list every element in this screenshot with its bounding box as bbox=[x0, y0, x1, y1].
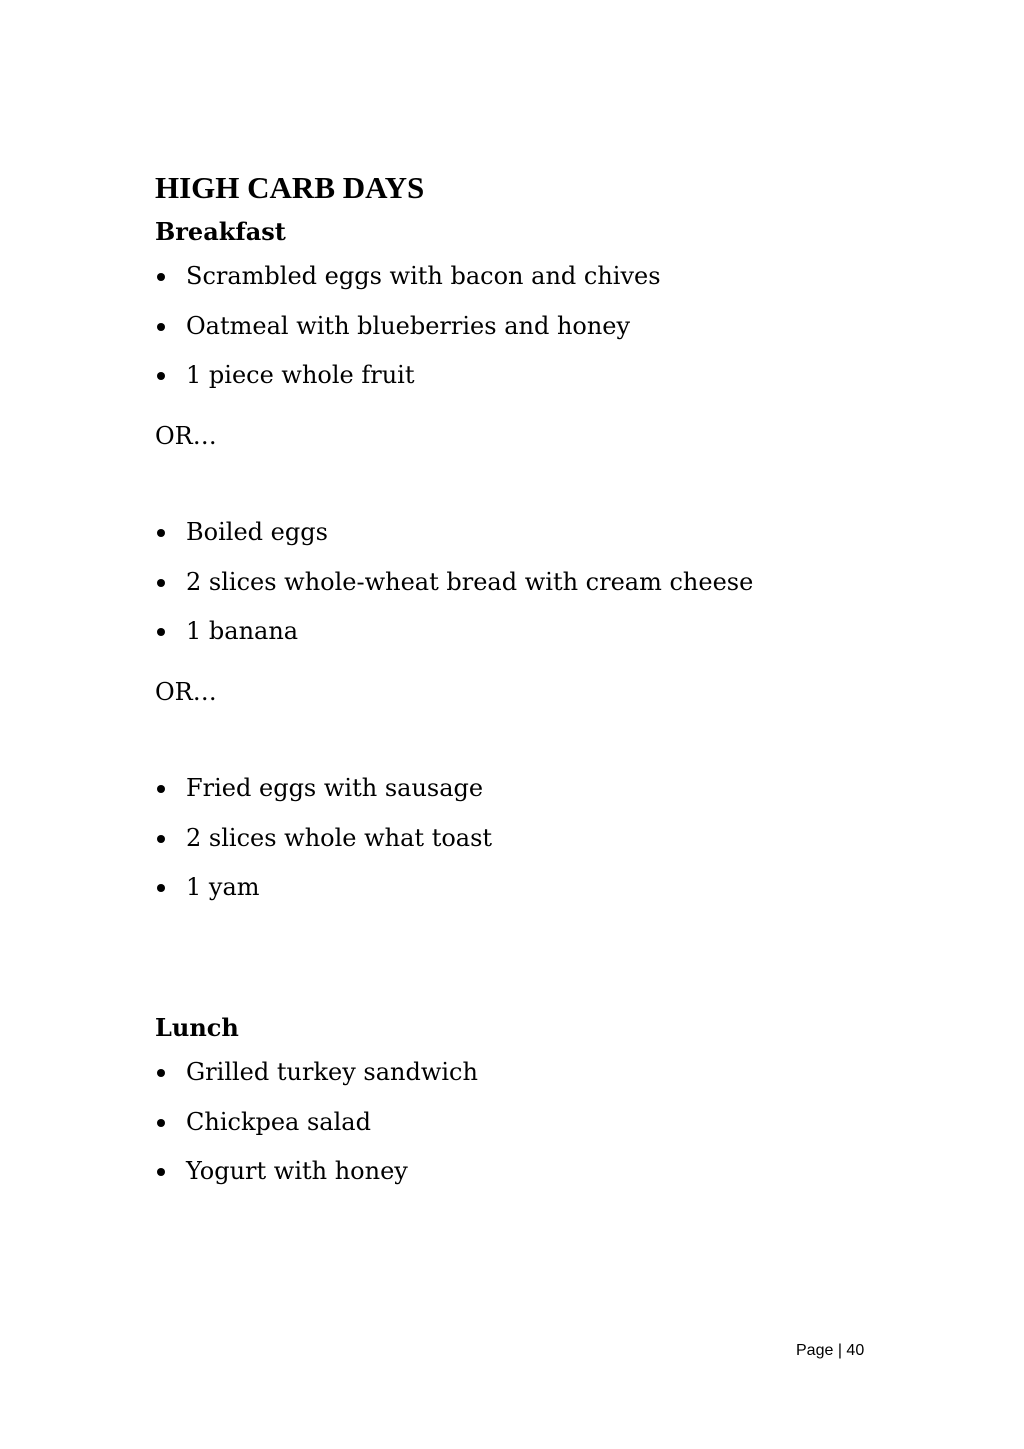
bullet-icon bbox=[157, 1168, 165, 1176]
list-item-text: 1 piece whole fruit bbox=[186, 361, 415, 389]
list-item-text: 2 slices whole-wheat bread with cream cheese bbox=[186, 567, 754, 596]
list-item bbox=[155, 822, 915, 855]
lunch-list bbox=[155, 1056, 915, 1188]
list-item bbox=[155, 1106, 915, 1139]
list-item bbox=[155, 871, 915, 904]
bullet-icon bbox=[157, 835, 165, 843]
bullet-icon bbox=[157, 273, 165, 281]
bullet-icon bbox=[157, 579, 165, 587]
list-item bbox=[155, 516, 915, 549]
breakfast-option-1-list bbox=[155, 260, 915, 392]
bullet-icon bbox=[157, 1119, 165, 1127]
list-item-text: 2 slices whole what toast bbox=[186, 823, 493, 852]
list-item bbox=[155, 260, 915, 293]
list-item-text: Chickpea salad bbox=[186, 1107, 371, 1136]
list-item bbox=[155, 615, 915, 648]
or-separator: OR… bbox=[155, 422, 217, 450]
list-item-text: Oatmeal with blueberries and honey bbox=[186, 311, 631, 340]
bullet-icon bbox=[157, 323, 165, 331]
list-item bbox=[155, 772, 915, 805]
list-item bbox=[155, 566, 915, 599]
bullet-icon bbox=[157, 785, 165, 793]
list-item bbox=[155, 359, 915, 392]
list-item bbox=[155, 1056, 915, 1089]
bullet-icon bbox=[157, 372, 165, 380]
or-separator: OR… bbox=[155, 678, 217, 706]
document-page bbox=[155, 166, 915, 1205]
bullet-icon bbox=[157, 529, 165, 537]
breakfast-option-3-list bbox=[155, 772, 915, 904]
list-item-text: Boiled eggs bbox=[186, 518, 328, 546]
list-item-text: Scrambled eggs with bacon and chives bbox=[186, 262, 661, 290]
list-item bbox=[155, 310, 915, 343]
bullet-icon bbox=[157, 884, 165, 892]
breakfast-option-2-list bbox=[155, 516, 915, 648]
list-item-text: 1 banana bbox=[186, 617, 299, 645]
bullet-icon bbox=[157, 1069, 165, 1077]
breakfast-heading: Breakfast bbox=[155, 217, 286, 246]
page-title: HIGH CARB DAYS bbox=[155, 170, 425, 205]
list-item-text: Grilled turkey sandwich bbox=[186, 1058, 478, 1086]
list-item-text: 1 yam bbox=[186, 873, 260, 901]
list-item-text: Yogurt with honey bbox=[186, 1157, 408, 1185]
bullet-icon bbox=[157, 628, 165, 636]
list-item-text: Fried eggs with sausage bbox=[186, 774, 484, 802]
list-item bbox=[155, 1155, 915, 1188]
lunch-heading: Lunch bbox=[155, 1013, 239, 1042]
page-number: Page | 40 bbox=[796, 1342, 865, 1359]
